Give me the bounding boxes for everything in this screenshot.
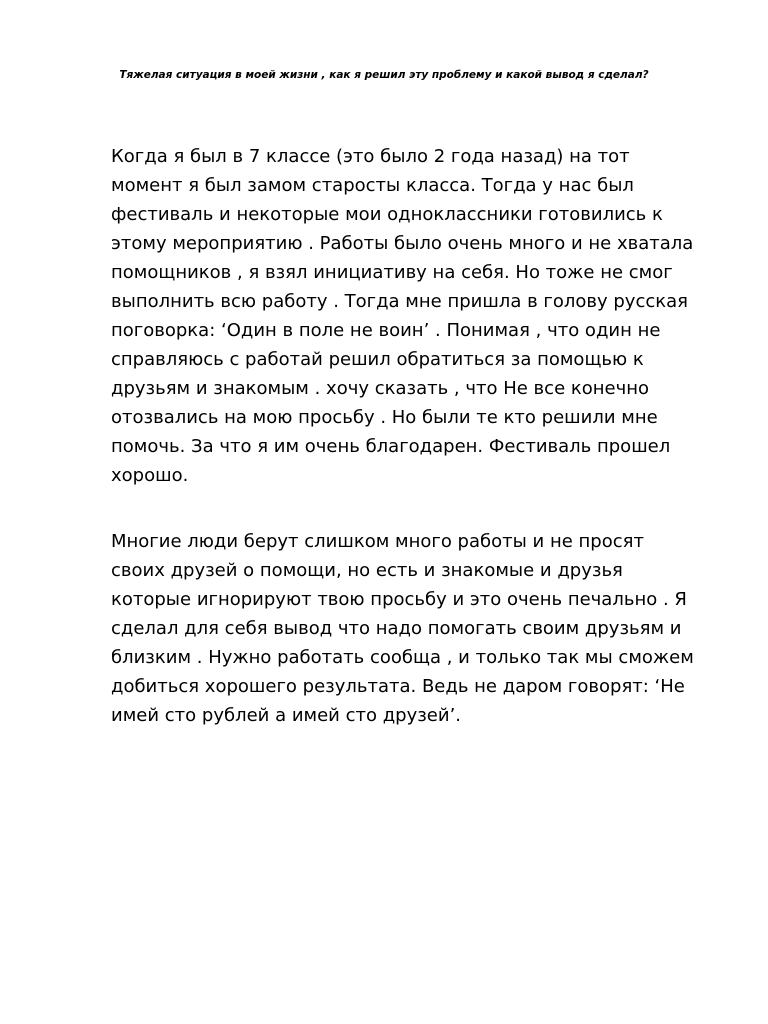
text-line: Когда я был в 7 классе (это было 2 года назад) на тот <box>111 146 630 167</box>
text-line: выполнить всю работу . Тогда мне пришла в голову русская <box>111 291 688 312</box>
paragraph-story <box>111 142 731 490</box>
text-line: справляюсь с работай решил обратиться за помощью к <box>111 349 644 370</box>
text-line: своих друзей о помощи, но есть и знакомые и друзья <box>111 560 623 581</box>
text-line: момент я был замом старосты класса. Тогда у нас был <box>111 175 634 196</box>
text-line: имей сто рублей а имей сто друзей’. <box>111 705 462 726</box>
paragraph-conclusion <box>111 527 731 730</box>
text-line: которые игнорируют твою просьбу и это очень печально . Я <box>111 589 687 610</box>
text-line: отозвались на мою просьбу . Но были те кто решили мне <box>111 407 658 428</box>
text-line: добиться хорошего результата. Ведь не даром говорят: ‘Не <box>111 676 685 697</box>
text-line: друзьям и знакомым . хочу сказать , что Не все конечно <box>111 378 650 399</box>
text-line: Многие люди берут слишком много работы и не просят <box>111 531 644 552</box>
text-line: хорошо. <box>111 465 189 486</box>
text-line: сделал для себя вывод что надо помогать своим друзьям и <box>111 618 682 639</box>
text-line: поговорка: ‘Один в поле не воин’ . Понимая , что один не <box>111 320 661 341</box>
text-line: помочь. За что я им очень благодарен. Фестиваль прошел <box>111 436 671 457</box>
text-line: этому мероприятию . Работы было очень много и не хватала <box>111 233 694 254</box>
text-line: близким . Нужно работать сообща , и только так мы сможем <box>111 647 694 668</box>
text-line: помощников , я взял инициативу на себя. Но тоже не смог <box>111 262 673 283</box>
document-title: Тяжелая ситуация в моей жизни , как я решил эту проблему и какой вывод я сделал? <box>119 69 649 81</box>
text-line: фестиваль и некоторые мои одноклассники готовились к <box>111 204 663 225</box>
